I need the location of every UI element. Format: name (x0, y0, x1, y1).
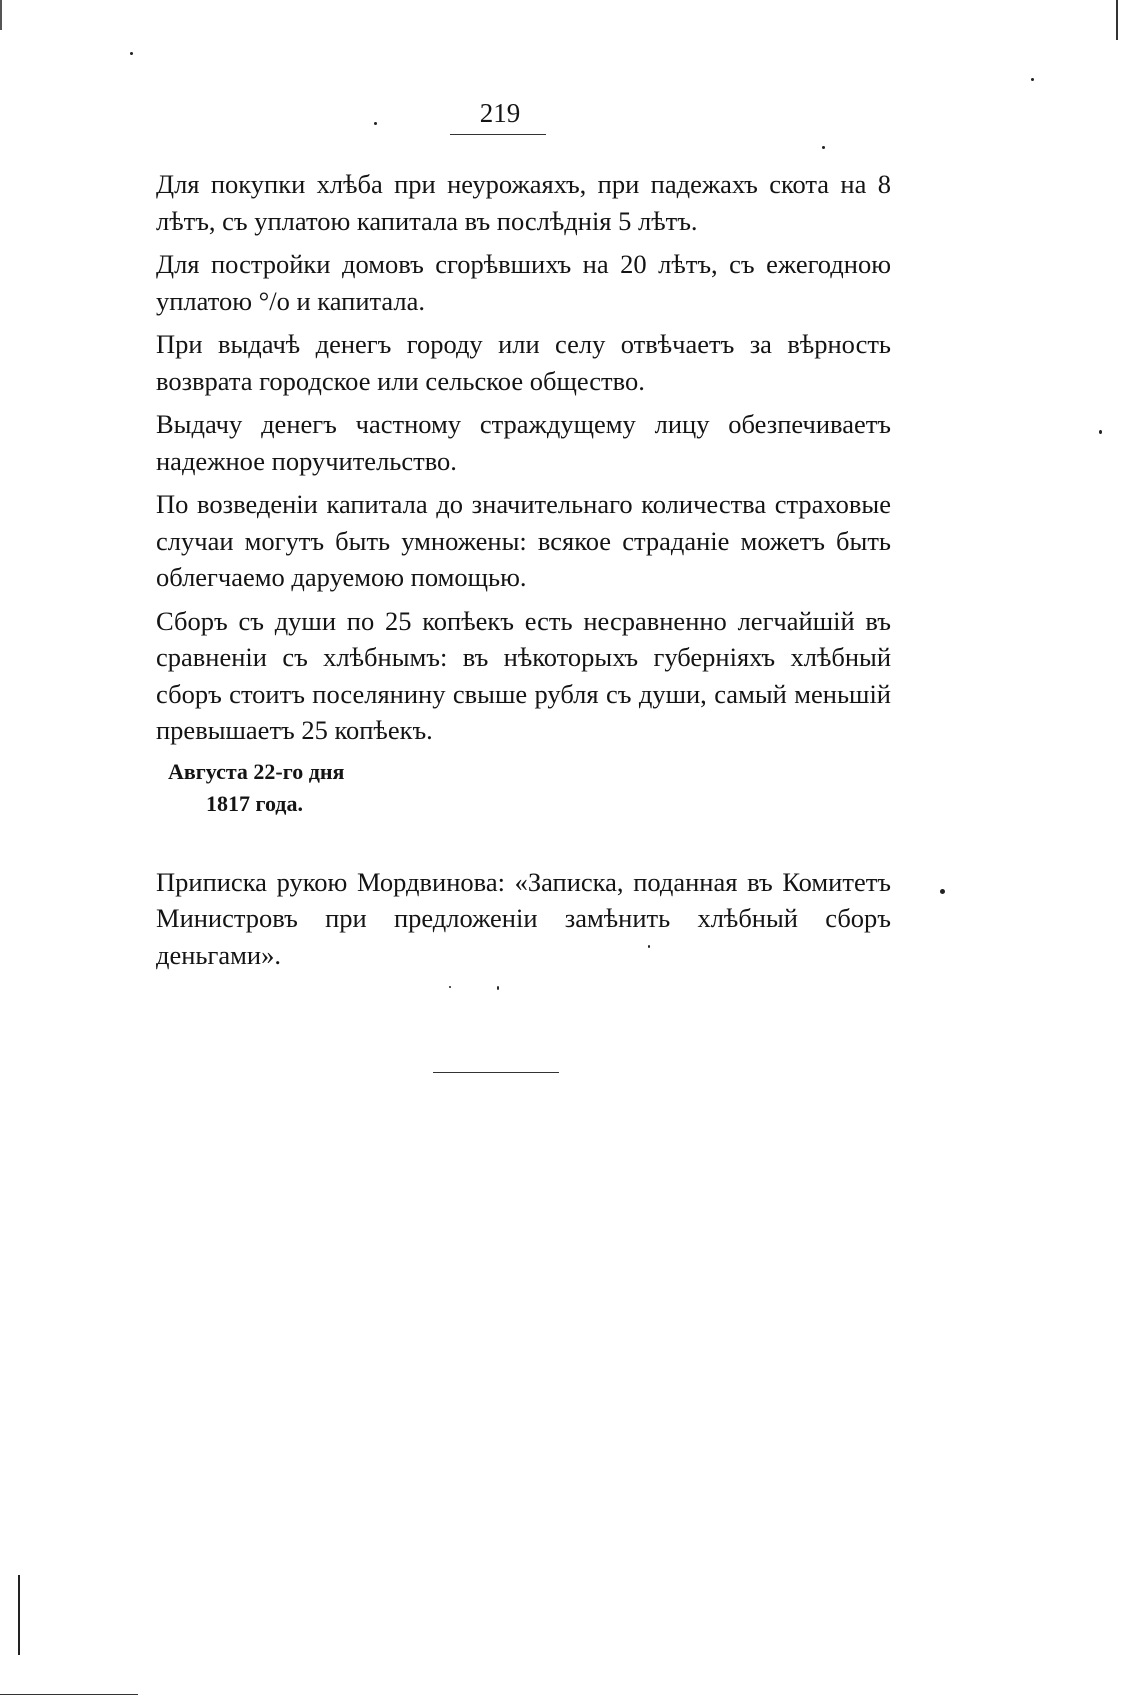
paragraph: Для покупки хлѣба при неурожаяхъ, при падежахъ скота на 8 лѣтъ, съ уплатою капитала въ послѣднія 5 лѣтъ. (156, 169, 891, 236)
scan-speck (648, 945, 650, 948)
scan-speck (1099, 430, 1102, 434)
scan-speck (822, 146, 825, 149)
paragraph: По возведеніи капитала до значительнаго количества страховые случаи могутъ быть умножены: всякое страданіе можетъ быть облегчаемо даруемою помощью. (156, 489, 891, 592)
scan-speck (374, 122, 377, 125)
scan-margin-line (0, 1694, 138, 1695)
page-number: 219 (479, 98, 521, 128)
date-day: Августа 22-го дня (168, 758, 345, 784)
closing-rule (433, 1072, 559, 1073)
paragraph: При выдачѣ денегъ городу или селу отвѣчаетъ за вѣрность возврата городское или сельское общество. (156, 329, 891, 396)
scan-speck (130, 52, 133, 55)
scan-margin-line (18, 1575, 20, 1655)
paragraph: Выдачу денегъ частному страждущему лицу обезпечиваетъ надежное поручительство. (156, 409, 891, 476)
scan-speck (1031, 78, 1034, 81)
handwritten-note-caption: Приписка рукою Мордвинова: «Записка, поданная въ Комитетъ Министровъ при предложеніи замѣнить хлѣбный сборъ деньгами». (156, 866, 891, 970)
date-year: 1817 года. (206, 790, 303, 816)
scan-edge-mark (0, 0, 2, 30)
body-text (156, 166, 891, 1000)
paragraph: Сборъ съ души по 25 копѣекъ есть несравненно легчайшій въ сравненіи съ хлѣбнымъ: въ нѣкоторыхъ губерніяхъ хлѣбный сборъ стоитъ поселянину свыше рубля съ души, самый меньшій превышаетъ 25 копѣекъ. (156, 605, 891, 745)
scan-edge-mark (1116, 0, 1118, 40)
scan-speck (497, 986, 499, 990)
paragraph: Для постройки домовъ сгорѣвшихъ на 20 лѣтъ, съ ежегодною уплатою °/о и капитала. (156, 249, 891, 316)
scan-speck (449, 986, 451, 988)
page-number-rule (450, 134, 546, 135)
scan-speck (940, 889, 945, 894)
signature-date (156, 756, 891, 820)
